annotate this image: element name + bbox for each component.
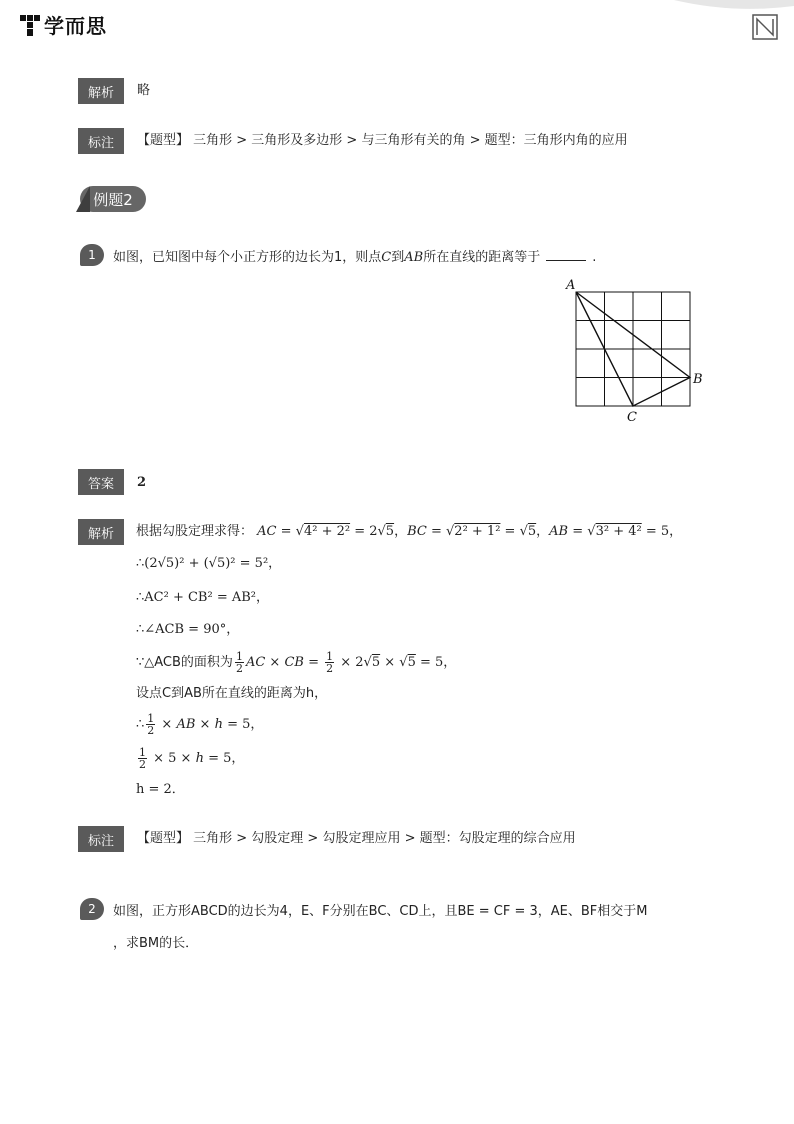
- solution-line: h = 2．: [136, 782, 185, 797]
- answer-blank: [546, 249, 586, 261]
- analysis-text: 略: [137, 83, 151, 98]
- solution-line: ∴∠ACB = 90°，: [136, 622, 240, 637]
- solution-line: 根据勾股定理求得： AC = √4² + 2² = 2√5，BC = √2² + 1² = √5，AB = √3² + 4² = 5，: [136, 524, 683, 539]
- header-decoration: [674, 0, 794, 12]
- question-text: 如图，已知图中每个小正方形的边长为1，则点C到AB所在直线的距离等于 .: [113, 250, 597, 265]
- note-tag: 标注: [78, 128, 124, 154]
- solution-line: ∴ $\frac{1}{2}$ × AB × h = 5，: [136, 712, 264, 737]
- analysis-tag: 解析: [78, 78, 124, 104]
- note-tag: 标注: [78, 826, 124, 852]
- point-a-label: A: [566, 278, 576, 293]
- point-c-label: C: [627, 410, 637, 425]
- example-label: 例题2: [80, 186, 146, 212]
- question-text: 如图，正方形ABCD的边长为4，E、F分别在BC、CD上，且BE = CF = 3，AE、BF相交于M: [113, 904, 648, 919]
- solution-line: 设点C到AB所在直线的距离为h，: [136, 686, 328, 701]
- solution-line: ∴(2√5)² + (√5)² = 5²，: [136, 556, 282, 571]
- brand-logo-icon: [18, 12, 42, 38]
- question-text-continued: ，求BM的长．: [113, 936, 199, 951]
- grid-triangle-figure: [560, 276, 710, 426]
- analysis-tag: 解析: [78, 519, 124, 545]
- brand-name: 学而思: [44, 14, 107, 38]
- brand: [18, 10, 107, 39]
- question-number: 2: [80, 898, 104, 920]
- question-number: 1: [80, 244, 104, 266]
- point-b-label: B: [693, 372, 703, 387]
- solution-line: ∴AC² + CB² = AB²，: [136, 590, 269, 605]
- solution-line: ∵△ACB的面积为 $\frac{1}{2}$ AC × CB = $\frac{1}{2}$ × 2√5 × √5 = 5，: [136, 650, 457, 675]
- book-corner-icon: [752, 14, 778, 40]
- note-text: 【题型】 三角形 > 三角形及多边形 > 与三角形有关的角 > 题型：三角形内角的应用: [137, 133, 628, 148]
- note-text: 【题型】 三角形 > 勾股定理 > 勾股定理应用 > 题型：勾股定理的综合应用: [137, 831, 576, 846]
- answer-text: 2: [137, 475, 147, 490]
- solution-line: $\frac{1}{2}$ × 5 × h = 5，: [139, 746, 245, 771]
- answer-tag: 答案: [78, 469, 124, 495]
